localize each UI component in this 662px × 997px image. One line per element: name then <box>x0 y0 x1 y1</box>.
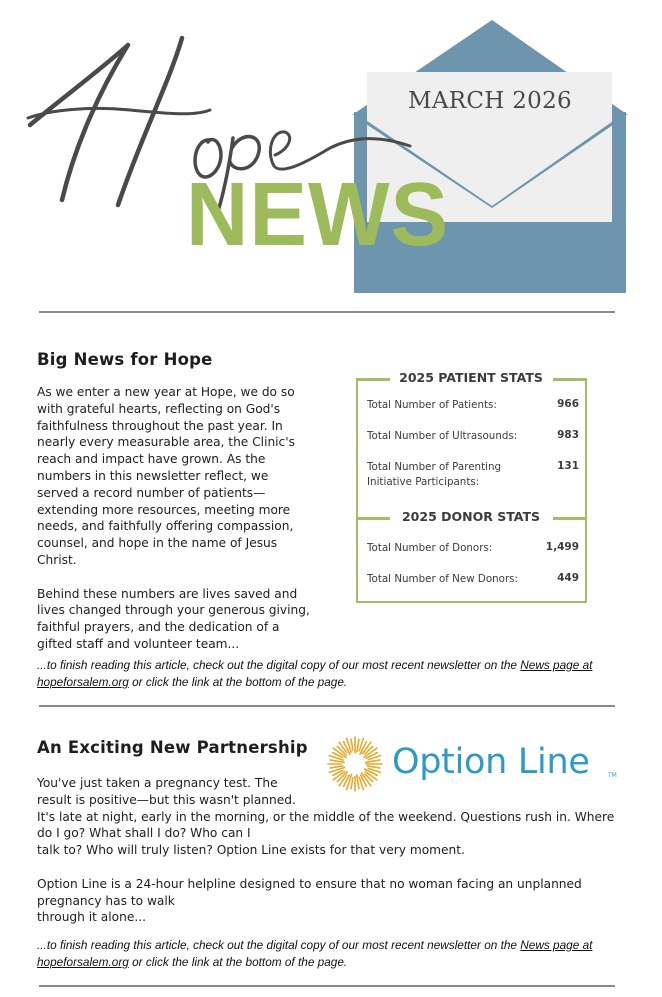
article-body <box>37 775 627 926</box>
sun-ray <box>367 766 379 768</box>
donor-stats-heading: 2025 DONOR STATS <box>356 517 587 537</box>
text-line: Christ. <box>37 552 77 567</box>
text-line: with grateful hearts, reflecting on God's <box>37 401 281 416</box>
text-line: talk to? Who will truly listen? Option Line exists for that very moment. <box>37 843 465 858</box>
text-line: reach and impact have grown. As the <box>37 452 266 467</box>
sun-ray <box>357 739 359 751</box>
read-more-note: ...to finish reading this article, check out the digital copy of our most recent newsletter on the News page at hopeforsalem.org or click the link at the bottom of the page. <box>37 938 593 969</box>
text-line: result is positive—but this wasn't planned. <box>37 792 296 807</box>
patient-stats-heading: 2025 PATIENT STATS <box>356 378 587 398</box>
sun-ray <box>366 760 380 762</box>
text-line: Behind these numbers are lives saved and <box>37 586 298 601</box>
text-line: served a record number of patients— <box>37 485 266 500</box>
stats-panel: 2025 PATIENT STATS Total Number of Patients: 966 Total Number of Ultrasounds: 983 Total Number of Parenting Initiative Participants: 131 2025 DONOR STATS Total Number of Donors: 1,499 Total Number of New Donors: 449 <box>356 378 587 603</box>
text-line: faithful prayers, and the dedication of a <box>37 620 280 635</box>
text-line: extending more resources, meeting more <box>37 502 291 517</box>
text-line: nearly every measurable area, the Clinic's <box>37 435 295 450</box>
article-body <box>37 384 337 653</box>
article-paragraph <box>37 384 337 569</box>
text-line: It's late at night, early in the morning, or the middle of the weekend. Questions rush in. Where <box>37 809 615 824</box>
newsletter-header <box>0 0 662 300</box>
text-line: counsel, and hope in the name of Jesus <box>37 536 278 551</box>
article-paragraph <box>37 586 337 653</box>
news-page-link[interactable]: News page at hopeforsalem.org <box>37 658 593 689</box>
text-line: You've just taken a pregnancy test. The <box>37 776 278 790</box>
article-paragraph <box>37 876 627 926</box>
text-line: lives changed through your generous giving, <box>37 603 310 618</box>
section-divider <box>39 311 615 313</box>
text-line: Option Line is a 24-hour helpline designed to ensure that no woman facing an unplanned <box>37 876 582 891</box>
article-paragraph <box>37 775 627 859</box>
read-more-note: ...to finish reading this article, check out the digital copy of our most recent newsletter on the News page at hopeforsalem.org or click the link at the bottom of the page. <box>37 658 593 689</box>
text-line: faithfulness throughout the past year. In <box>37 418 283 433</box>
sun-ray <box>330 766 342 768</box>
article-title: An Exciting New Partnership <box>37 738 308 757</box>
section-divider <box>39 985 615 987</box>
option-line-logo: Option Line TM <box>326 735 626 795</box>
news-page-link[interactable]: News page at hopeforsalem.org <box>37 938 593 969</box>
text-line: do I go? What shall I do? Who can I <box>37 826 251 841</box>
text-line: numbers in this newsletter reflect, we <box>37 468 269 483</box>
article-title: Big News for Hope <box>37 350 213 369</box>
text-line: gifted staff and volunteer team... <box>37 636 240 651</box>
section-divider <box>39 705 615 707</box>
text-line: pregnancy has to walk <box>37 893 175 908</box>
text-line: needs, and faithfully offering compassion, <box>37 519 294 534</box>
sun-ray <box>351 739 353 750</box>
text-line: through it alone... <box>37 910 146 925</box>
news-wordmark: NEWS <box>186 165 450 265</box>
text-line: As we enter a new year at Hope, we do so <box>37 385 295 399</box>
issue-date: MARCH 2026 <box>408 88 572 114</box>
